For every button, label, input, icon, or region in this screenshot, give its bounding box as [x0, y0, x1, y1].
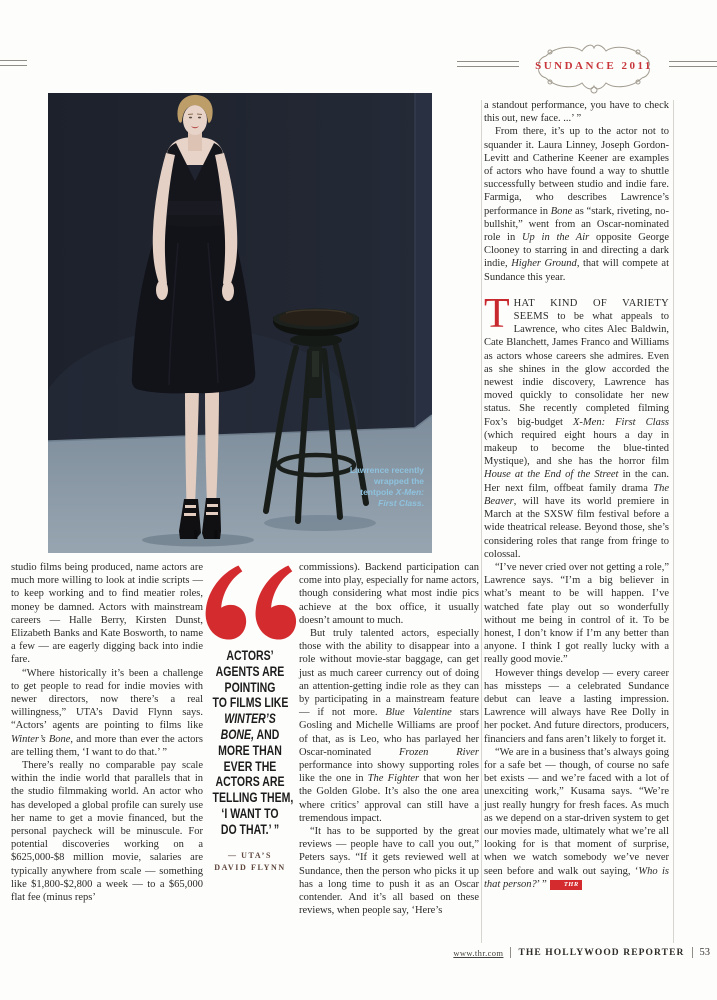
article-paragraph: studio films being produced, name actors are much more willing to look at indie scripts — to keep working and to find meatier roles, money be damned. Actors with mainstream careers — Halle Berry, Kirsten Dunst, Elizabeth Banks and Kate Bosworth, to name a few — are eagerly digging back into indie fare.: [11, 562, 203, 666]
publication-name: THE HOLLYWOOD REPORTER: [518, 947, 685, 958]
article-paragraph: However things develop — every career has missteps — a celebrated Sundance debut can leave a lasting impression. Lawrence will always have Ree Dolly in her pocket. And future directors, producers, financiers and fans aren’t likely to forget it.: [484, 667, 669, 745]
sundance-badge: [516, 40, 672, 94]
page-footer: [420, 947, 710, 958]
lawrence-photo: [48, 93, 432, 553]
article-paragraph: “Where historically it’s been a challenge to get people to read for indie movies with newer directors, now there’s a real willingness,” UTA’s David Flynn says. “Actors’ agents are pointing to films like Winter’s Bone, and more than ever the actors are telling them, ‘I want to do that.’ ”: [11, 667, 203, 758]
photo-caption: Lawrence recently wrapped the tentpole X-Men: First Class.: [349, 465, 424, 509]
section-title: SUNDANCE 2011: [535, 60, 653, 72]
hand: [156, 280, 168, 300]
column-rule: [673, 100, 674, 943]
eye: [198, 117, 201, 119]
column-left: [11, 561, 203, 904]
article-paragraph: “It has to be supported by the great reviews — people have to call you out,” Peters says. “If it gets reviewed well at Sundance, then the person who picks it up has a long time to push it as an Oscar contender. And it’s all based on these reviews, when people say, ‘Here’s: [299, 826, 479, 917]
header-rule: [0, 65, 27, 66]
pull-quote: [202, 562, 298, 874]
hand: [222, 281, 234, 301]
footer-divider: [692, 947, 693, 958]
page-number: 53: [699, 947, 710, 958]
article-paragraph: There’s really no comparable pay scale within the indie world that parallels that in the studio filmmaking world. An actor who has developed a global profile can surely use her name to get a movie financed, but the personal paycheck will be minuscule. For potential discoveries working on a $625,000-$8 million movie, salaries are typically anywhere from scale — something like $1,800-$2,800 a week — to a $65,000 flat fee (minus reps’: [11, 760, 203, 904]
header-rule: [0, 60, 27, 61]
face: [183, 105, 207, 135]
header-rule: [669, 66, 717, 67]
lead-in-caps: HAT KIND OF VARIETY SEEMS: [513, 297, 669, 323]
pull-quote-attribution: — UTA’S DAVID FLYNN: [214, 850, 286, 872]
footer-divider: [510, 947, 511, 958]
thr-logo: THR: [550, 880, 582, 890]
paragraph-text: “We are in a business that’s always going for a safe bet — though, of course no safe bet exists — and we’re faced with a lot of unexciting work,” Kusama says. “We’re just really hungry for fresh faces. As much as we depend on a star-driven system to get our movies made, ultimately what we’re all looking for is that moment of surprise, when we watch somebody we’ve never seen before and walk out saying, ‘Who is that person?’ ”: [484, 746, 670, 890]
pull-quote-text: ACTORS’ AGENTS ARE POINTING TO FILMS LIKE WINTER’S BONE, AND MORE THAN EVER THE ACTORS ARE TELLING THEM, ‘I WANT TO DO THAT.’ ”: [212, 648, 294, 837]
drop-cap: T: [484, 290, 510, 337]
paragraph-text: to be what appeals to Lawrence, who cites Alec Baldwin, Cate Blanchett, James Franco and Williams as actors whose careers she admires. Even as she shines in the glow accorded the newest indie discovery, Lawrence has moved quickly to consolidate her new status. She recently completed filming Fox’s big-budget X-Men: First Class (which required eight hours a day in makeup to become the blue-tinted Mystique), and she has the horror film House at the End of the Street in the can. Her next film, offbeat family drama The Beaver, will have its world premiere in March at the SXSW film festival before a wide theatrical release. Beyond those, she’s considering roles that range from fringe to colossal.: [484, 311, 669, 560]
header-rule: [457, 66, 519, 67]
photo-wall-right: [415, 93, 432, 428]
header-rule: [457, 61, 519, 62]
article-paragraph: commissions). Backend participation can come into play, especially for name actors, though considering what most indie pics achieve at the box office, it usually doesn’t amount to much.: [299, 562, 479, 626]
column-right: [484, 99, 669, 891]
article-paragraph: a standout performance, you have to check this out, new face. ...’ ”: [484, 100, 669, 125]
article-paragraph-dropcap: [484, 290, 669, 561]
column-rule: [481, 100, 482, 943]
article-paragraph: From there, it’s up to the actor not to squander it. Laura Linney, Joseph Gordon-Levitt and Catherine Keener are examples of actors who have found a way to shuttle successfully between studio and indie fare. Farmiga, who describes Lawrence’s performance in Bone as “stark, riveting, no-bullshit,” went from an Oscar-nominated role in Up in the Air opposite George Clooney to starring in and directing a dark indie, Higher Ground, that will compete at Sundance this year.: [484, 126, 669, 283]
quote-marks-icon: [202, 562, 298, 644]
article-paragraph: [484, 746, 669, 891]
website-link[interactable]: www.thr.com: [453, 947, 504, 958]
column-middle: [299, 561, 479, 917]
eye: [189, 117, 192, 119]
header-rule: [669, 61, 717, 62]
article-paragraph: But truly talented actors, especially those with the ability to disappear into a role without movie-star baggage, can get just as much career currency out of doing an attention-getting indie role as they can by participating in a mainstream feature — if not more. Blue Valentine stars Gosling and Michelle Williams are proof of that, as is Leo, who has parlayed her Oscar-nominated Frozen River performance into showy supporting roles like the one in The Fighter that won her the Golden Globe. It’s also the one area where critics’ approval can still have a tremendous impact.: [299, 628, 479, 824]
dress-waistband: [166, 201, 224, 215]
article-paragraph: “I’ve never cried over not getting a role,” Lawrence says. “I’m a big believer in what’s meant to be will happen. I’ve watched fate play out so wonderfully without me being in control of it. To be honest, I don’t know if I’m any better than anyone. I think I got really lucky with a really good movie.”: [484, 561, 669, 666]
